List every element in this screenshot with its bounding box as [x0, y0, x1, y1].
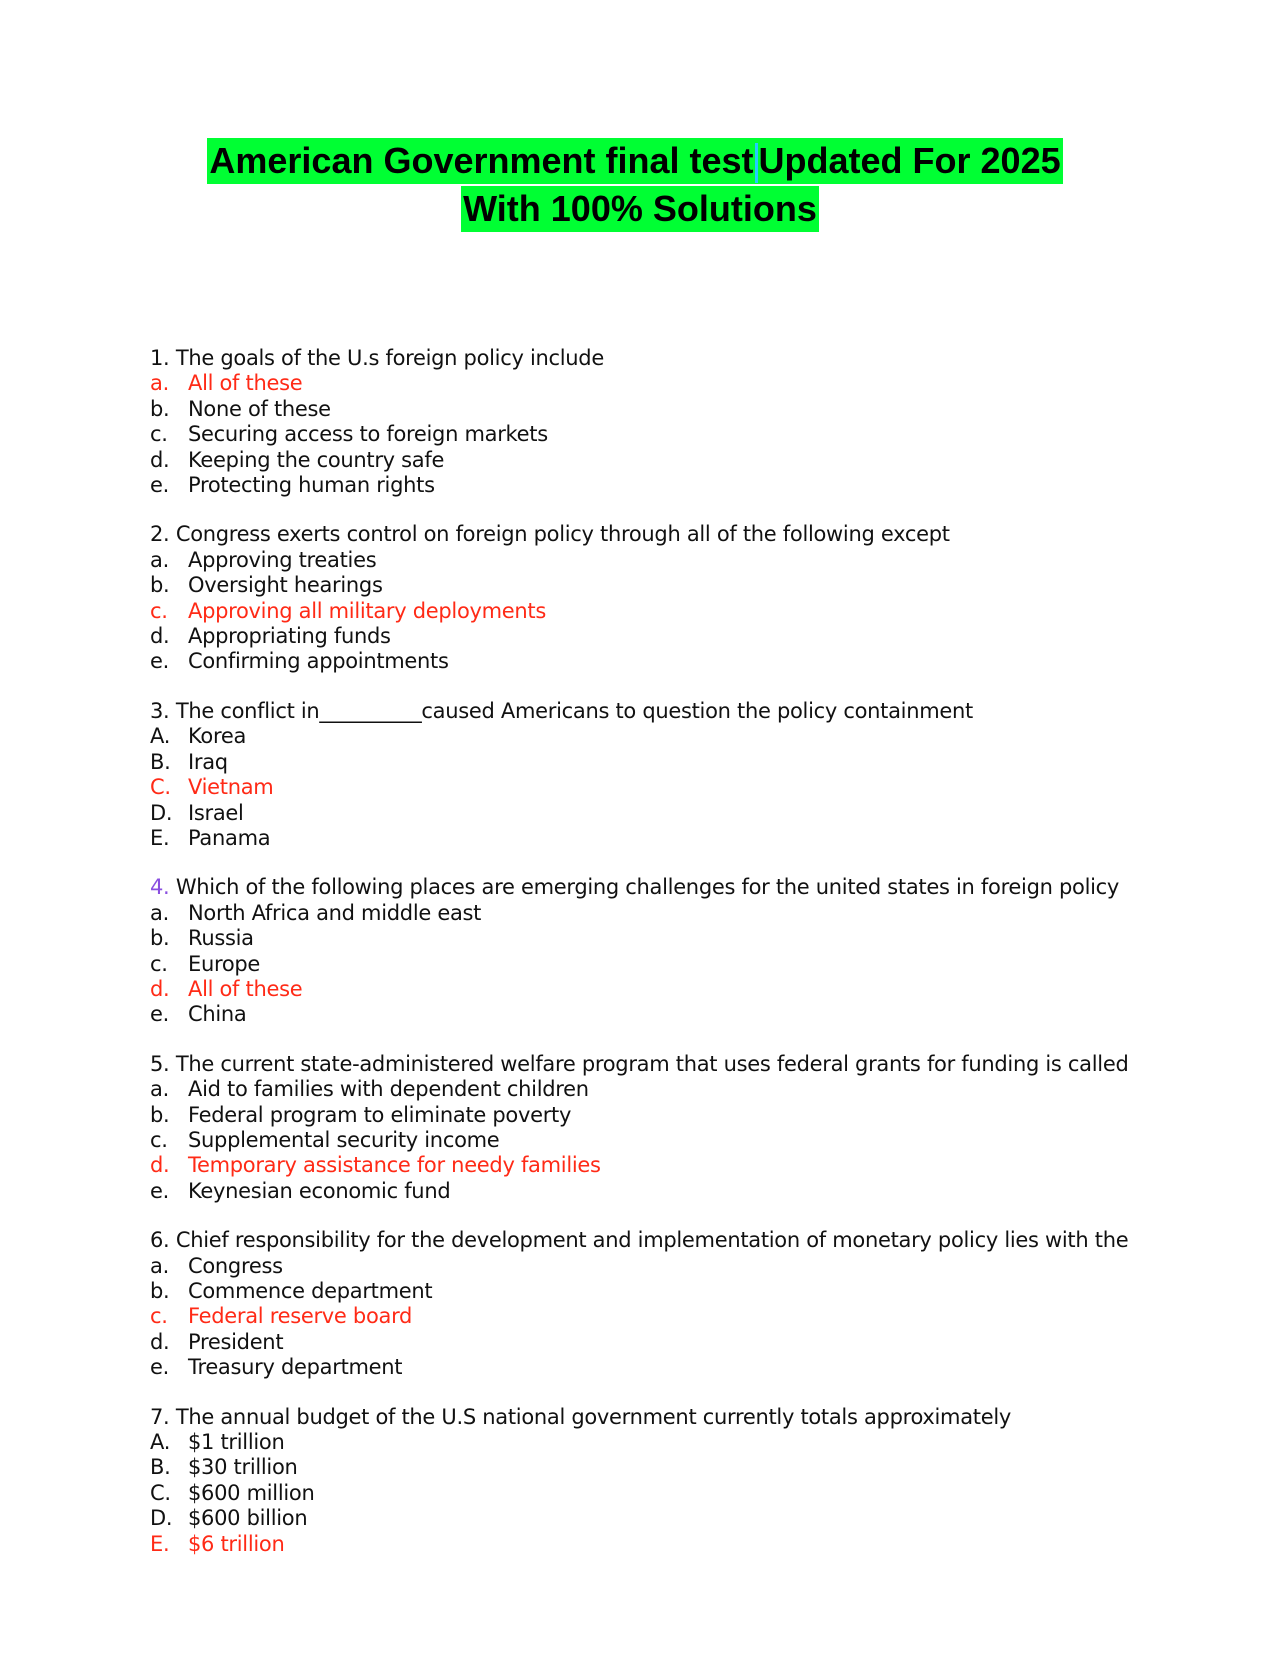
option-text: Securing access to foreign markets: [188, 422, 548, 447]
option-letter: B.: [150, 749, 171, 774]
option-letter: D.: [150, 800, 173, 825]
question-number: 5.: [150, 1051, 170, 1076]
option-letter: B.: [150, 1455, 171, 1480]
answer-option: [150, 448, 1250, 473]
option-letter: e.: [150, 1002, 169, 1027]
option-letter: d.: [150, 447, 170, 472]
answer-option: [150, 1355, 1250, 1380]
answer-option: [150, 1128, 1250, 1153]
option-text: $600 billion: [188, 1506, 308, 1531]
option-text: $6 trillion: [188, 1531, 285, 1556]
answer-option-correct: [150, 1153, 1250, 1178]
question-text: The goals of the U.s foreign policy include: [175, 346, 604, 370]
option-letter: e.: [150, 1178, 169, 1203]
title-part-2: Updated For 2025: [758, 140, 1061, 181]
question-number: 4.: [150, 875, 170, 900]
question-text: The annual budget of the U.S national government currently totals approximately: [175, 1404, 1011, 1429]
option-text: $1 trillion: [188, 1430, 285, 1455]
answer-option: [150, 926, 1250, 951]
answer-option: [150, 573, 1250, 598]
option-letter: c.: [150, 951, 168, 976]
question-text: The conflict in__________caused Americans to question the policy containment: [175, 698, 973, 723]
option-text: Panama: [188, 825, 271, 850]
option-letter: e.: [150, 649, 169, 674]
answer-option-correct: [150, 977, 1250, 1002]
answer-option-correct: [150, 775, 1250, 800]
option-letter: d.: [150, 1329, 170, 1354]
question-stem: [150, 875, 1250, 900]
question-stem: [150, 346, 1250, 371]
answer-option: [150, 1103, 1250, 1128]
option-letter: a.: [150, 547, 169, 572]
option-text: Temporary assistance for needy families: [188, 1153, 601, 1178]
option-letter: b.: [150, 926, 170, 951]
option-letter: b.: [150, 396, 170, 421]
question-block: [150, 522, 1250, 674]
option-text: Israel: [188, 800, 244, 825]
option-text: Russia: [188, 926, 254, 951]
option-text: None of these: [188, 396, 331, 421]
option-letter: b.: [150, 1102, 170, 1127]
answer-option: [150, 624, 1250, 649]
question-stem: [150, 1228, 1250, 1253]
question-number: 2.: [150, 522, 170, 547]
answer-option: [150, 952, 1250, 977]
answer-option: [150, 750, 1250, 775]
question-text: Congress exerts control on foreign policy through all of the following except: [175, 522, 950, 547]
option-text: Keynesian economic fund: [188, 1178, 451, 1203]
option-letter: E.: [150, 1531, 170, 1556]
option-text: All of these: [188, 976, 303, 1001]
answer-option: [150, 826, 1250, 851]
option-letter: d.: [150, 1153, 170, 1178]
option-text: Vietnam: [188, 775, 274, 800]
question-number: 6.: [150, 1228, 170, 1253]
answer-option: [150, 1002, 1250, 1027]
option-letter: a.: [150, 371, 169, 396]
question-block: [150, 875, 1250, 1027]
option-letter: a.: [150, 900, 169, 925]
question-number: 3.: [150, 698, 170, 723]
option-letter: b.: [150, 573, 170, 598]
answer-option: [150, 422, 1250, 447]
option-text: Protecting human rights: [188, 473, 435, 498]
option-text: Treasury department: [188, 1355, 403, 1380]
title-line-1: [207, 138, 1062, 184]
question-stem: [150, 522, 1250, 547]
option-letter: C.: [150, 1480, 171, 1505]
option-text: President: [188, 1329, 284, 1354]
option-text: Approving all military deployments: [188, 598, 546, 623]
question-text: The current state-administered welfare program that uses federal grants for funding is called: [175, 1051, 1129, 1076]
question-number: 7.: [150, 1404, 170, 1429]
option-text: Confirming appointments: [188, 649, 449, 674]
option-text: Keeping the country safe: [188, 447, 445, 472]
answer-option: [150, 1430, 1250, 1455]
option-letter: c.: [150, 598, 168, 623]
option-text: Supplemental security income: [188, 1127, 500, 1152]
question-block: [150, 699, 1250, 851]
option-text: $30 trillion: [188, 1455, 298, 1480]
question-stem: [150, 1052, 1250, 1077]
question-list: [150, 346, 1250, 1581]
option-letter: e.: [150, 473, 169, 498]
answer-option-correct: [150, 371, 1250, 396]
answer-option-correct: [150, 1532, 1250, 1557]
question-number: 1.: [150, 346, 170, 370]
option-text: Iraq: [188, 749, 228, 774]
question-block: [150, 346, 1250, 498]
answer-option: [150, 1506, 1250, 1531]
answer-option: [150, 473, 1250, 498]
title-part-1: American Government final test: [209, 140, 754, 181]
answer-option: [150, 397, 1250, 422]
answer-option: [150, 724, 1250, 749]
answer-option: [150, 649, 1250, 674]
option-letter: A.: [150, 724, 171, 749]
title-line-2: With 100% Solutions: [461, 186, 819, 232]
option-letter: a.: [150, 1253, 169, 1278]
option-text: Commence department: [188, 1279, 433, 1303]
option-text: Federal program to eliminate poverty: [188, 1102, 572, 1127]
answer-option: [150, 548, 1250, 573]
option-text: Oversight hearings: [188, 573, 383, 598]
answer-option: [150, 1279, 1250, 1304]
option-letter: A.: [150, 1430, 171, 1455]
option-text: Appropriating funds: [188, 624, 391, 649]
option-letter: c.: [150, 1304, 168, 1329]
answer-option: [150, 801, 1250, 826]
question-text: Which of the following places are emerging challenges for the united states in foreign policy: [175, 875, 1120, 900]
answer-option: [150, 1254, 1250, 1279]
option-text: Congress: [188, 1253, 283, 1278]
option-text: $600 million: [188, 1480, 315, 1505]
answer-option: [150, 1179, 1250, 1204]
question-block: [150, 1405, 1250, 1557]
option-letter: e.: [150, 1355, 169, 1380]
option-text: Approving treaties: [188, 547, 377, 572]
option-letter: C.: [150, 775, 171, 800]
option-letter: b.: [150, 1279, 170, 1303]
option-text: China: [188, 1002, 247, 1027]
answer-option: [150, 1455, 1250, 1480]
answer-option: [150, 1330, 1250, 1355]
answer-option: [150, 1077, 1250, 1102]
question-block: [150, 1052, 1250, 1204]
option-letter: c.: [150, 422, 168, 447]
option-text: Korea: [188, 724, 247, 749]
option-text: Federal reserve board: [188, 1304, 413, 1329]
question-text: Chief responsibility for the development and implementation of monetary policy lies with the: [175, 1228, 1129, 1253]
option-text: Europe: [188, 951, 261, 976]
question-block: [150, 1228, 1250, 1380]
answer-option: [150, 901, 1250, 926]
option-letter: D.: [150, 1506, 173, 1531]
option-text: All of these: [188, 371, 303, 396]
answer-option-correct: [150, 599, 1250, 624]
option-letter: d.: [150, 624, 170, 649]
option-letter: a.: [150, 1077, 169, 1102]
option-letter: E.: [150, 825, 170, 850]
answer-option: [150, 1481, 1250, 1506]
option-letter: c.: [150, 1127, 168, 1152]
question-stem: [150, 1405, 1250, 1430]
answer-option-correct: [150, 1304, 1250, 1329]
option-text: North Africa and middle east: [188, 900, 482, 925]
text-cursor: [755, 143, 758, 183]
document-title: [0, 138, 1280, 234]
question-stem: [150, 699, 1250, 724]
option-text: Aid to families with dependent children: [188, 1077, 589, 1102]
option-letter: d.: [150, 976, 170, 1001]
